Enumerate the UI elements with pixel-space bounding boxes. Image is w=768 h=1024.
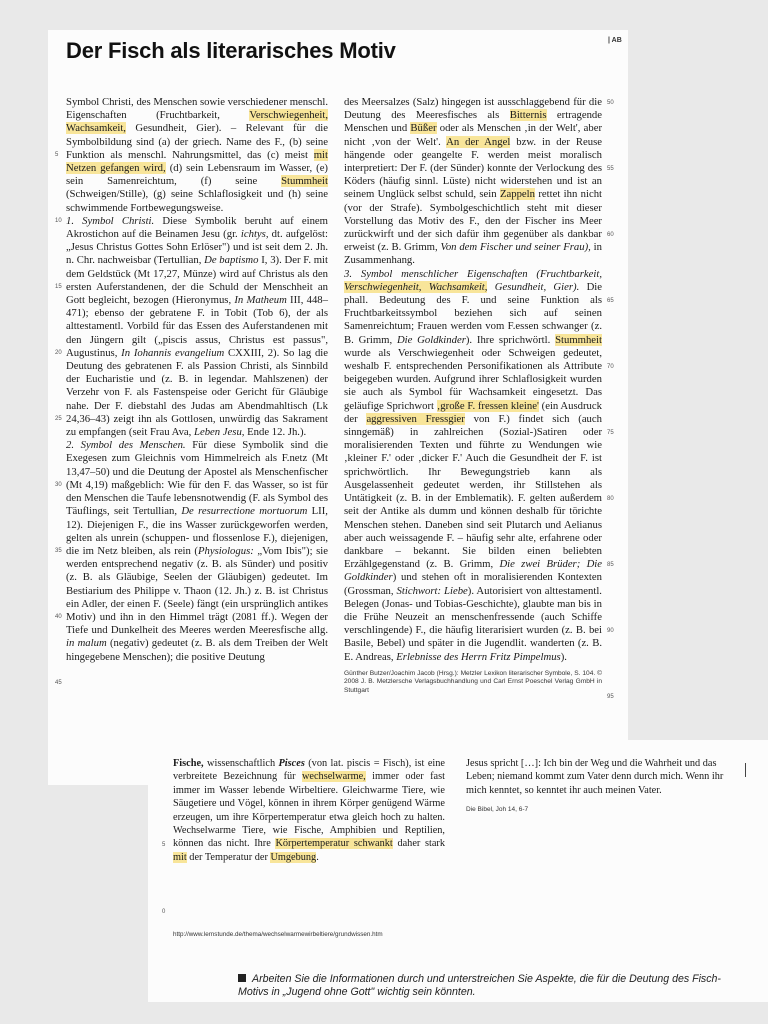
fische-definition: Fische, wissenschaftlich Pisces (von lat. piscis = Fisch), ist eine verbreitete Bezeichnung für wechselwarme, immer oder fast immer im Wasser lebende Wirbeltiere. Gleichwarme Tiere, wie Säugetiere und Vögel, können in ihrem Körper genügend Wärme erzeugen, um ihre Körpertemperatur etwa gleich hoch zu halten. Wechselwarme Tiere, wie Fische, Amphibien und Reptilien, können das nicht. Ihre Körpertemperatur schwankt daher stark mit der Temperatur der Umgebung. [173, 758, 445, 863]
square-bullet-icon [238, 974, 246, 982]
paragraph-meersalz: des Meersalzes (Salz) hingegen ist ausschlaggebend für die Deutung des Meeresfisches als Bitternis ertragende Menschen und Büßer oder als Menschen ‚in der Welt', aber nicht ‚von der Welt'. An der Angel bzw. in der Reuse hängende oder geangelte F. werden meist moralisch interpretiert: Der F. (der Sünder) konnte der Verlockung des Köders (häufig sinnl. Lüste) nicht widerstehen und ist an seinem Unglück selbst schuld, sein Zappeln rettet ihn nicht (vor der Strafe). Symbolgeschichtlich steht mit dieser Vorstellung das Motiv des F., den der Fischer ins Meer zurückwirft und der sich dafür ihm gegenüber als dankbar erweist (z. B. Grimm, Von dem Fischer und seiner Frau), in Zusammenhang. [344, 96, 603, 267]
line-number: 50 [607, 100, 614, 106]
task-instruction: Arbeiten Sie die Informationen durch und unterstreichen Sie Aspekte, die für die Deutung des Fisch-Motivs in „Jugend ohne Gott" wichtig sein könnten. [238, 973, 721, 998]
line-number: 90 [607, 628, 614, 634]
highlight: aggressiven Fressgier [366, 412, 465, 425]
line-number: 95 [607, 694, 614, 700]
highlight: Umgebung [270, 851, 317, 863]
article-column-2 [344, 96, 602, 696]
paragraph-intro: Symbol Christi, des Menschen sowie verschiedener menschl. Eigenschaften (Fruchtbarkeit, Verschwiegenheit, Wachsamkeit, Gesundheit, Gier). – Relevant für die Symbolbildung sind (a) der griech. Name des F., (b) seine Funktion als menschl. Nahrungsmittel, das (c) meist mit Netzen gefangen wird, (d) sein Lebensraum im Wasser, (e) sein Samenreichtum, (f) seine Stummheit (Schweigen/Stille), (g) seine Schlaflosigkeit und (h) seine schwimmende Fortbewegungsweise. [66, 96, 328, 214]
line-number: 85 [607, 562, 614, 568]
line-number: 45 [55, 680, 62, 686]
highlight: ‚große F. fressen kleine' [436, 399, 539, 412]
line-number: 5 [162, 842, 166, 848]
text-cursor [745, 763, 746, 777]
highlight: Bitternis [509, 109, 547, 122]
page-title: Der Fisch als literarisches Motiv [66, 38, 396, 63]
line-number: 20 [55, 350, 62, 356]
highlight: Zappeln [499, 188, 535, 201]
highlight: Stummheit [281, 175, 328, 188]
line-number: 0 [162, 909, 166, 915]
line-number: 30 [55, 482, 62, 488]
source-url: http://www.lernstunde.de/thema/wechselwarmewirbeltiere/grundwissen.htm [173, 931, 383, 938]
paragraph-symbol-christi: 1. Symbol Christi. Diese Symbolik beruht auf einem Akrostichon auf die Beinamen Jesu (gr. ichtys, dt. aufgelöst: „Jesus Christus Gottes Sohn Erlöser") und ist seit dem 2. Jh. n. Chr. nachweisbar (Tertullian, De baptismo I, 3). Der F. mit dem Geldstück (Mt 17,27, Münze) wird auf Christus als den ersten Auferstandenen, der die Schuld der Menschheit an Gott begleicht, bezogen (Hieronymus, In Matheum III, 448–471); ebenso der gebratene F. in Tobit (Tob 6), der als alttestamentl. Vorbild für das Essen des Auferstandenen mit den Jüngern gilt („piscis assus, Christus est passus", Augustinus, In Iohannis evangelium CXXIII, 2). So lag die Deutung des gebratenen F. als Passion Christi, als Sinnbild der Eucharistie und (z. B. in legendar. Mahlszenen) der Verzehr von F. als Fastenspeise oder Gericht für Gläubige nahe. Der F. diebstahl des Judas am Abendmahltisch (Lk 24,36–43) zeigt ihn als Gottlosen, unwürdig das Sakrament zu empfangen (seit Frau Ava, Leben Jesu, Ende 12. Jh.). [66, 214, 329, 439]
highlight: An der Angel [446, 135, 511, 148]
paragraph-symbol-menschen: 2. Symbol des Menschen. Für diese Symbolik sind die Exegesen zum Gleichnis vom Himmelreich als F.netz (Mt 13,47–50) und die Deutung der Apostel als Menschenfischer (Mt 4,19) maßgeblich: Wie für den F. das Wasser, so ist für den Menschen die Taufe lebensnotwendig (F. als Symbol des Täuflings, seit Tertullian, De resurrectione mortuorum LII, 12). Diejenigen F., die ins Wasser zurückgeworfen werden, gelten als unrein (schuppen- und flossenlose F.), diejenigen, die im Netz bleiben, als rein (Physiologus: „Vom Ibis"); sie werden entsprechend negativ (z. B. als Sünder) und positiv (z. B. als Gläubige, Seelen der Gläubigen) gedeutet. Im Bestiarium des Philippe v. Thaon (12. Jh.) z. B. ist Christus ein Adler, der einen F. (Seele) fängt (ein ursprünglich antikes Motiv) und ihn in den Himmel trägt (2081 ff.). Wegen der Tiefe und Dunkelheit des Meeres werden Meeresfische allg. in malum (negativ) gedeutet (z. B. als dem Treiben der Welt hingegebene Menschen); die positive Deutung [66, 439, 328, 663]
highlight: Büßer [410, 122, 437, 135]
line-number: 10 [55, 218, 62, 224]
line-number: 60 [607, 232, 614, 238]
line-number: 25 [55, 416, 62, 422]
highlight: Körpertemperatur schwankt [275, 838, 393, 850]
highlight: mit [173, 851, 187, 863]
line-number: 55 [607, 166, 614, 172]
paragraph-eigenschaften: 3. Symbol menschlicher Eigenschaften (Fruchtbarkeit, Verschwiegenheit, Wachsamkeit, Gesundheit, Gier). Die phall. Bedeutung des F. und seine Funktion als Fruchtbarkeitssymbol beziehen sich auf seinen Samenreichtum; Frauen werden vom F.essen schwanger (z. B. Grimm, Die Goldkinder). Ihre sprichwörtl. Stummheit wurde als Verschwiegenheit oder Schweigen gedeutet, weshalb F. entsprechenden Personifikationen als Attribute beigegeben wurden. Aufgrund ihrer Schlaflosigkeit wurden sie auch als Symbol für Wachsamkeit eingesetzt. Das geläufige Sprichwort ‚große F. fressen kleine' (ein Ausdruck der aggressiven Fressgier von F.) findet sich (auch sinngemäß) in zahlreichen (Sozial-)Satiren oder moralisierenden Texten und führte zu Wendungen wie ‚kleiner F.' oder ‚dicker F.' Auch die Gesundheit der F. ist sprichwörtlich. Ihr Bewegungstrieb kann als Ausgelassenheit gedeutet werden, ihr Stillstehen als Untätigkeit (z. B. in der Emblematik). F. gelten außerdem seit der Antike als dumm und können deshalb für törichte Menschen stehen. Daneben sind seit Plutarch und Aelianus aber auch weissagende F. – häufig sehr alte, erfahrene oder dankbare – bekannt. Sie bilden einen beliebten Erzählgegenstand (z. B. Grimm, Die zwei Brüder; Die Goldkinder) und stehen oft in moralisierenden Kontexten (Grossman, Stichwort: Liebe). Autorisiert von alttestamentl. Belegen (Jonas- und Tobias-Geschichte), glaubte man bis in die Frühe Neuzeit an menschenfressende (auch Schiffe verschlingende) F., die häufig literarisiert wurden (z. B. bei Basile, Bebel) und später in die Jugendlit. wanderten (z. B. E. Andreas, Erlebnisse des Herrn Fritz Pimpelmus). [344, 267, 602, 663]
bible-quote [466, 757, 740, 817]
quote-text: Jesus spricht […]: Ich bin der Weg und die Wahrheit und das Leben; niemand kommt zum Vater denn durch mich. Wenn ihr mich kenntet, so kenntet ihr auch meinen Vater. [466, 758, 724, 796]
source-citation: Günther Butzer/Joachim Jacob (Hrsg.): Metzler Lexikon literarischer Symbole, S. 104. © 2008 J. B. Metzlersche Verlagsbuchhandlung und Carl Ernst Poeschel Verlag GmbH in Stuttgart [344, 669, 602, 694]
line-number: 15 [55, 284, 62, 290]
line-number: 5 [55, 152, 59, 158]
line-number: 70 [607, 364, 614, 370]
line-number: 40 [55, 614, 62, 620]
line-number: 75 [607, 430, 614, 436]
highlight: Verschwiegenheit, Wachsamkeit, [66, 109, 328, 135]
article-column-1 [66, 96, 328, 664]
quote-source: Die Bibel, Joh 14, 6-7 [466, 806, 529, 814]
line-number: 65 [607, 298, 614, 304]
corner-mark: | AB [608, 37, 622, 44]
highlight: Verschwiegenheit, Wachsamkeit, [344, 280, 488, 293]
line-number: 80 [607, 496, 614, 502]
highlight: Stummheit [555, 333, 602, 346]
highlight: mit Netzen gefangen wird, [66, 148, 328, 175]
highlight: wechselwarme, [301, 771, 366, 783]
line-number: 35 [55, 548, 62, 554]
